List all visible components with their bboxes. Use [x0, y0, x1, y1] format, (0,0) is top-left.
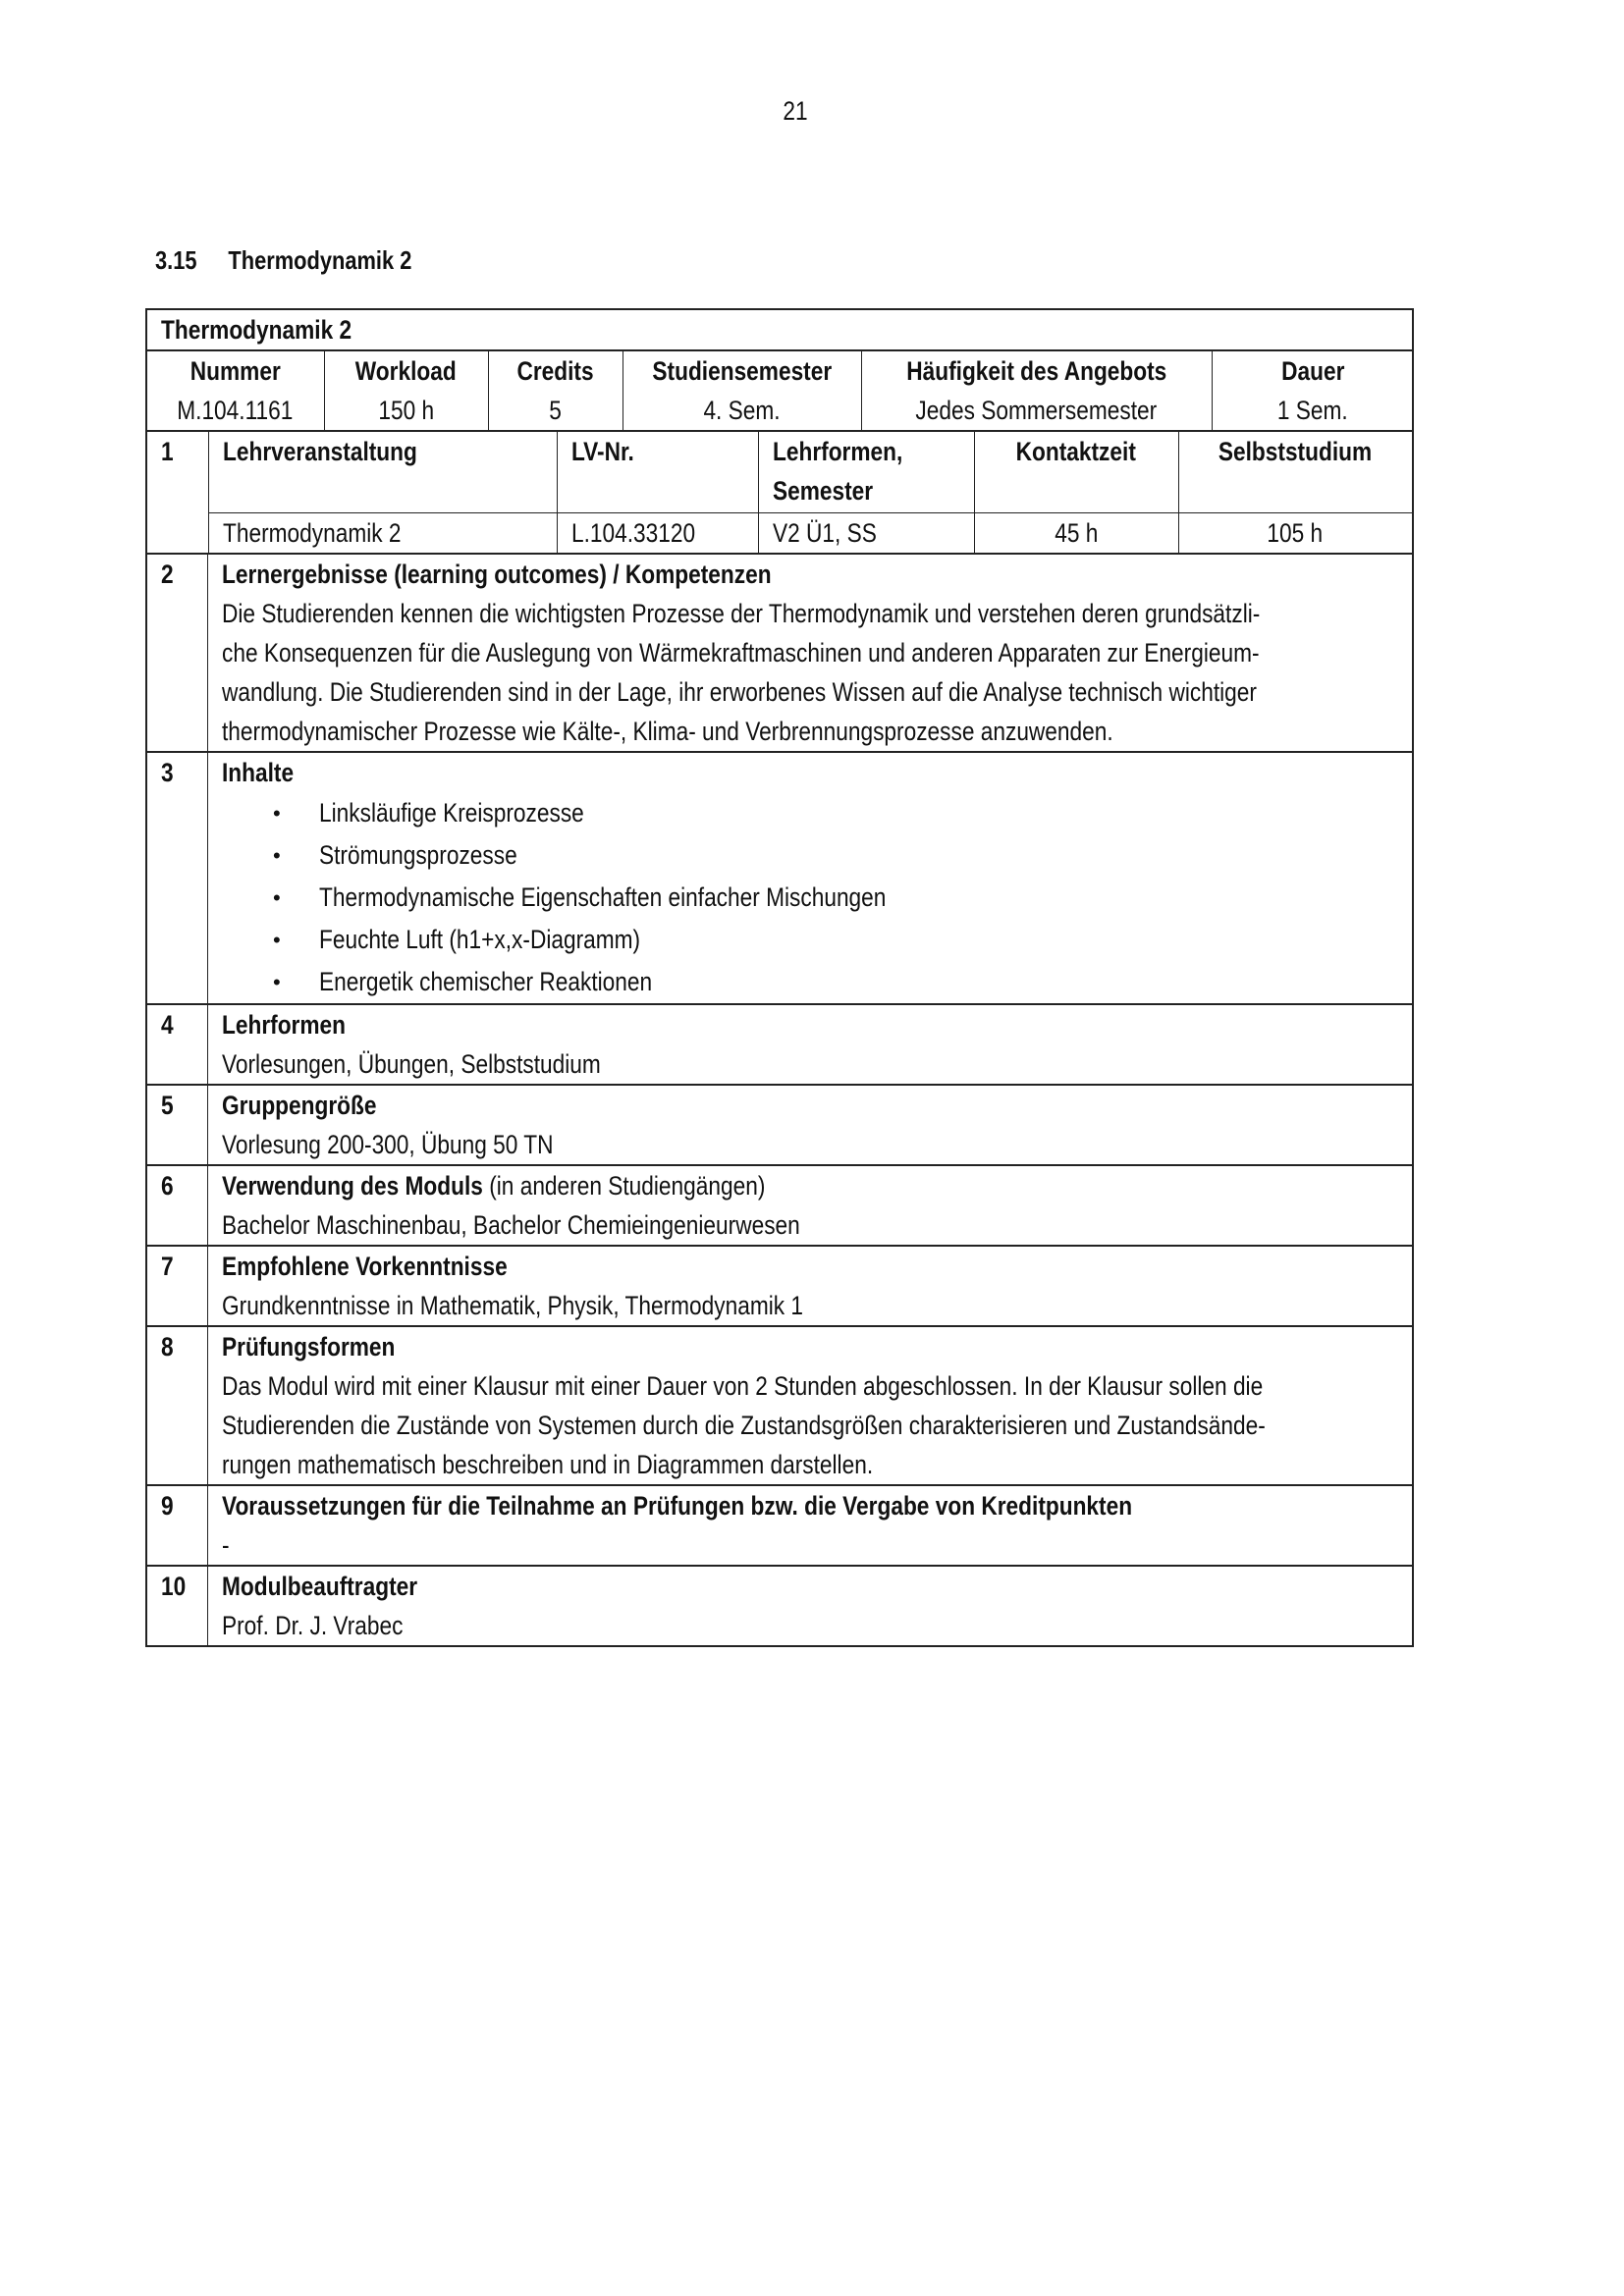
section-title: Lehrformen: [222, 1010, 347, 1040]
section-text: Vorlesungen, Übungen, Selbststudium: [222, 1049, 601, 1079]
value-workload: 150 h: [324, 391, 488, 431]
value-lehrveranstaltung: Thermodynamik 2: [208, 513, 557, 555]
header-lehrveranstaltung: Lehrveranstaltung: [208, 432, 557, 513]
section-number: 7: [147, 1247, 208, 1325]
section-title: Prüfungsformen: [222, 1332, 396, 1362]
value-credits: 5: [488, 391, 623, 431]
text-line: che Konsequenzen für die Auslegung von Wärmekraftmaschinen und anderen Apparaten zur Energieum-: [222, 638, 1260, 667]
section-number: 2: [147, 555, 208, 751]
course-number: 1: [147, 432, 208, 554]
section-lernergebnisse: [147, 555, 1412, 753]
list-item: • Energetik chemischer Reaktionen: [222, 961, 1412, 1003]
header-dauer: Dauer: [1281, 356, 1345, 386]
section-number: 3: [147, 753, 208, 1003]
value-dauer: 1 Sem.: [1277, 396, 1349, 425]
section-gruppengroesse: [147, 1086, 1412, 1166]
section-title: Empfohlene Vorkenntnisse: [222, 1252, 508, 1281]
list-item: • Strömungsprozesse: [222, 834, 1412, 877]
section-title-suffix: (in anderen Studiengängen): [482, 1171, 766, 1201]
header-credits: Credits: [488, 351, 623, 391]
header-haeufigkeit: Häufigkeit des Angebots: [861, 351, 1212, 391]
section-title: Inhalte: [222, 758, 295, 787]
section-text: Grundkenntnisse in Mathematik, Physik, Thermodynamik 1: [222, 1291, 804, 1320]
content-list: [222, 792, 1412, 1003]
value-nummer: M.104.1161: [147, 391, 324, 431]
section-verwendung: [147, 1166, 1412, 1247]
module-description-table: [145, 308, 1414, 1647]
section-text: Bachelor Maschinenbau, Bachelor Chemieingenieurwesen: [222, 1210, 800, 1240]
section-pruefungsformen: [147, 1327, 1412, 1486]
section-number: 3.15: [155, 245, 197, 275]
list-item: • Feuchte Luft (h1+x,x-Diagramm): [222, 919, 1412, 961]
value-selbststudium: 105 h: [1178, 513, 1412, 555]
section-title: Verwendung des Moduls (in anderen Studiengängen): [222, 1171, 766, 1201]
section-text: Vorlesung 200-300, Übung 50 TN: [222, 1130, 554, 1159]
value-kontaktzeit: 45 h: [974, 513, 1178, 555]
section-number: 8: [147, 1327, 208, 1484]
section-title: Modulbeauftragter: [222, 1572, 418, 1601]
value-haeufigkeit: Jedes Sommersemester: [861, 391, 1212, 431]
text-line: rungen mathematisch beschreiben und in Diagrammen darstellen.: [222, 1450, 874, 1479]
section-heading: [155, 245, 460, 276]
list-item: • Linksläufige Kreisprozesse: [222, 792, 1412, 834]
section-number: 6: [147, 1166, 208, 1245]
section-number: 4: [147, 1005, 208, 1084]
page-number: 21: [783, 96, 808, 126]
value-lehrformen: V2 Ü1, SS: [758, 513, 974, 555]
module-meta-table: [147, 351, 1414, 432]
section-title: Lernergebnisse (learning outcomes) / Kompetenzen: [222, 560, 772, 589]
section-lehrformen: [147, 1005, 1412, 1086]
header-selbststudium: Selbststudium: [1218, 437, 1373, 466]
header-workload: Workload: [324, 351, 488, 391]
section-inhalte: [147, 753, 1412, 1005]
header-nummer: Nummer: [147, 351, 324, 391]
text-line: Studierenden die Zustände von Systemen durch die Zustandsgrößen charakterisieren und Zustandsände-: [222, 1411, 1266, 1440]
section-number: 10: [147, 1567, 208, 1645]
text-line: thermodynamischer Prozesse wie Kälte-, Klima- und Verbrennungsprozesse anzuwenden.: [222, 717, 1113, 746]
header-kontaktzeit: Kontaktzeit: [974, 432, 1178, 513]
section-title: Gruppengröße: [222, 1091, 377, 1120]
value-lv-nr: L.104.33120: [557, 513, 758, 555]
course-table: [147, 432, 1412, 555]
value-studiensemester: 4. Sem.: [623, 391, 861, 431]
section-title: Voraussetzungen für die Teilnahme an Prüfungen bzw. die Vergabe von Kreditpunkten: [222, 1491, 1133, 1521]
header-lv-nr: LV-Nr.: [557, 432, 758, 513]
section-text: Prof. Dr. J. Vrabec: [222, 1611, 404, 1640]
header-studiensemester: Studiensemester: [623, 351, 861, 391]
section-text: -: [222, 1530, 230, 1560]
section-title: Thermodynamik 2: [228, 245, 412, 275]
section-voraussetzungen: [147, 1486, 1412, 1567]
section-modulbeauftragter: [147, 1567, 1412, 1645]
section-number: 9: [147, 1486, 208, 1565]
header-lehrformen-semester: Lehrformen, Semester: [758, 432, 974, 513]
list-item: • Thermodynamische Eigenschaften einfacher Mischungen: [222, 877, 1412, 919]
text-line: Das Modul wird mit einer Klausur mit einer Dauer von 2 Stunden abgeschlossen. In der Klausur sollen die: [222, 1371, 1264, 1401]
text-line: wandlung. Die Studierenden sind in der Lage, ihr erworbenes Wissen auf die Analyse technisch wichtiger: [222, 677, 1257, 707]
section-number: 5: [147, 1086, 208, 1164]
section-vorkenntnisse: [147, 1247, 1412, 1327]
module-title: Thermodynamik 2: [147, 310, 1412, 351]
text-line: Die Studierenden kennen die wichtigsten Prozesse der Thermodynamik und verstehen deren grundsätzli-: [222, 599, 1261, 628]
